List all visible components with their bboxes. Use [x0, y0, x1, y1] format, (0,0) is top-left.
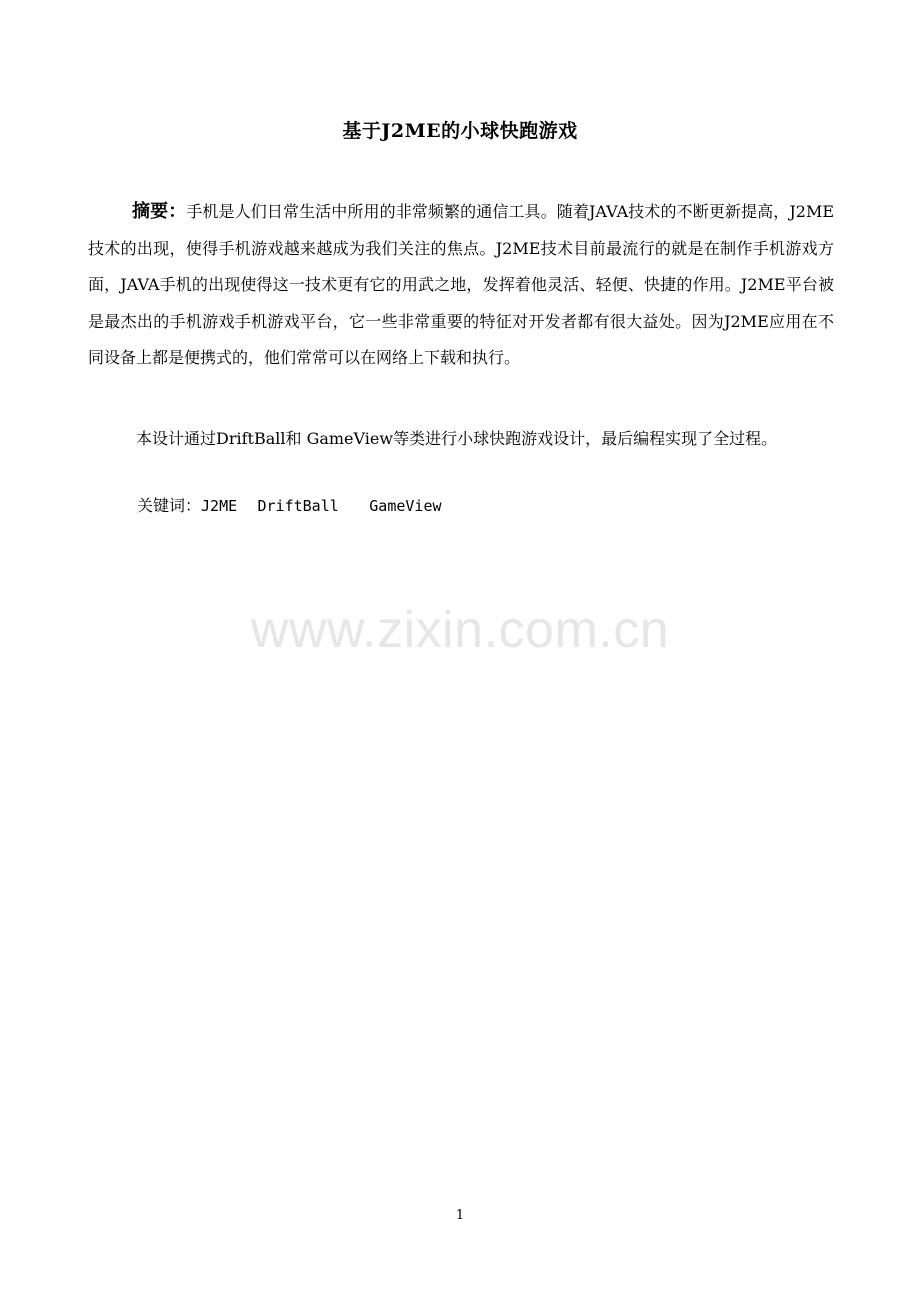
abstract-paragraph: [88, 194, 834, 377]
keyword-item: GameView: [369, 497, 442, 515]
keyword-item: DriftBall: [257, 497, 339, 515]
keywords-label: 关键词：: [137, 496, 202, 515]
keywords-line: [137, 491, 442, 521]
abstract-text: 手机是人们日常生活中所用的非常频繁的通信工具。随着JAVA技术的不断更新提高，J2ME技术的出现，使得手机游戏越来越成为我们关注的焦点。J2ME技术目前最流行的就是在制作手机游戏方面，JAVA手机的出现使得这一技术更有它的用武之地，发挥着他灵活、轻便、快捷的作用。J2ME平台被是最杰出的手机游戏手机游戏平台，它一些非常重要的特征对开发者都有很大益处。因为J2ME应用在不同设备上都是便携式的，他们常常可以在网络上下载和执行。: [88, 202, 835, 367]
watermark: www.zixin.com.cn: [250, 601, 670, 659]
design-paragraph: 本设计通过DriftBall和 GameView等类进行小球快跑游戏设计，最后编程实现了全过程。: [136, 429, 778, 448]
keyword-item: J2ME: [201, 497, 238, 515]
abstract-label: 摘要：: [132, 201, 187, 222]
document-title: 基于J2ME的小球快跑游戏: [342, 120, 578, 142]
page-number: 1: [455, 1208, 465, 1223]
